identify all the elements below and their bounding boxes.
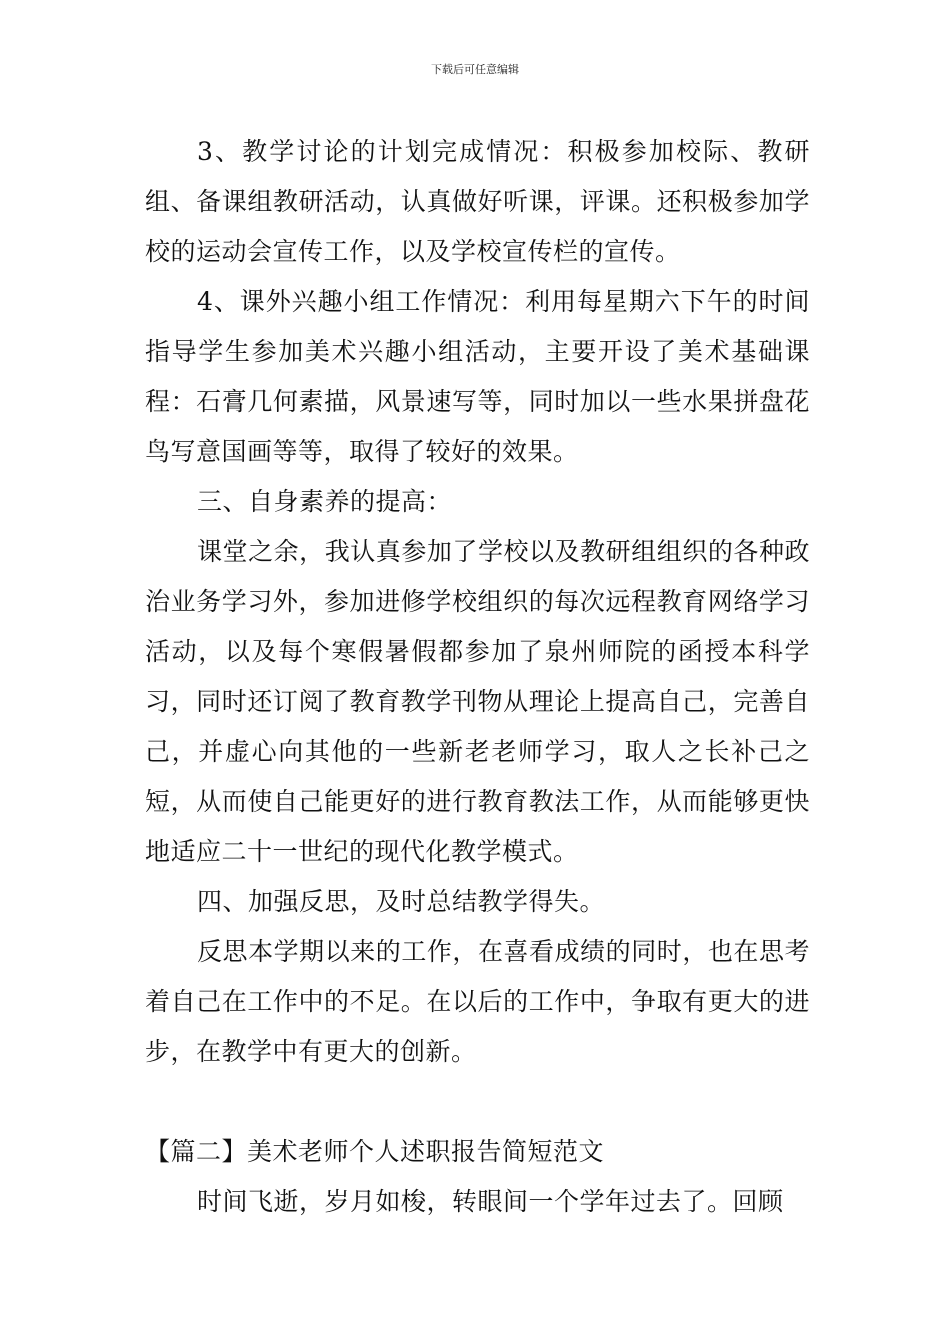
page-header-note: 下载后可任意编辑 bbox=[431, 63, 519, 76]
heading-self-improvement: 三、自身素养的提高： bbox=[197, 487, 453, 516]
paragraph-interest-group: 4、课外兴趣小组工作情况：利用每星期六下午的时间指导学生参加美术兴趣小组活动，主要开设了美术基础课程：石膏几何素描，风景速写等，同时加以一些水果拼盘花鸟写意国画等等，取得了较好的效果。 bbox=[145, 287, 810, 466]
heading-reflection: 四、加强反思，及时总结教学得失。 bbox=[197, 887, 606, 916]
section-spacer bbox=[145, 1077, 810, 1127]
paragraph-reflection: 反思本学期以来的工作，在喜看成绩的同时，也在思考着自己在工作中的不足。在以后的工作中，争取有更大的进步，在教学中有更大的创新。 bbox=[145, 937, 810, 1066]
paragraph-research-plan: 3、教学讨论的计划完成情况：积极参加校际、教研组、备课组教研活动，认真做好听课，评课。还积极参加学校的运动会宣传工作，以及学校宣传栏的宣传。 bbox=[145, 137, 810, 266]
paragraph-section-intro: 时间飞逝，岁月如梭，转眼间一个学年过去了。回顾 bbox=[197, 1187, 784, 1216]
section-title: 【篇二】美术老师个人述职报告简短范文 bbox=[145, 1137, 605, 1166]
document-body bbox=[145, 127, 810, 1227]
paragraph-self-improvement: 课堂之余，我认真参加了学校以及教研组组织的各种政治业务学习外，参加进修学校组织的每次远程教育网络学习活动，以及每个寒假暑假都参加了泉州师院的函授本科学习，同时还订阅了教育教学刊物从理论上提高自己，完善自己，并虚心向其他的一些新老老师学习，取人之长补己之短，从而使自己能更好的进行教育教法工作，从而能够更快地适应二十一世纪的现代化教学模式。 bbox=[145, 537, 810, 866]
